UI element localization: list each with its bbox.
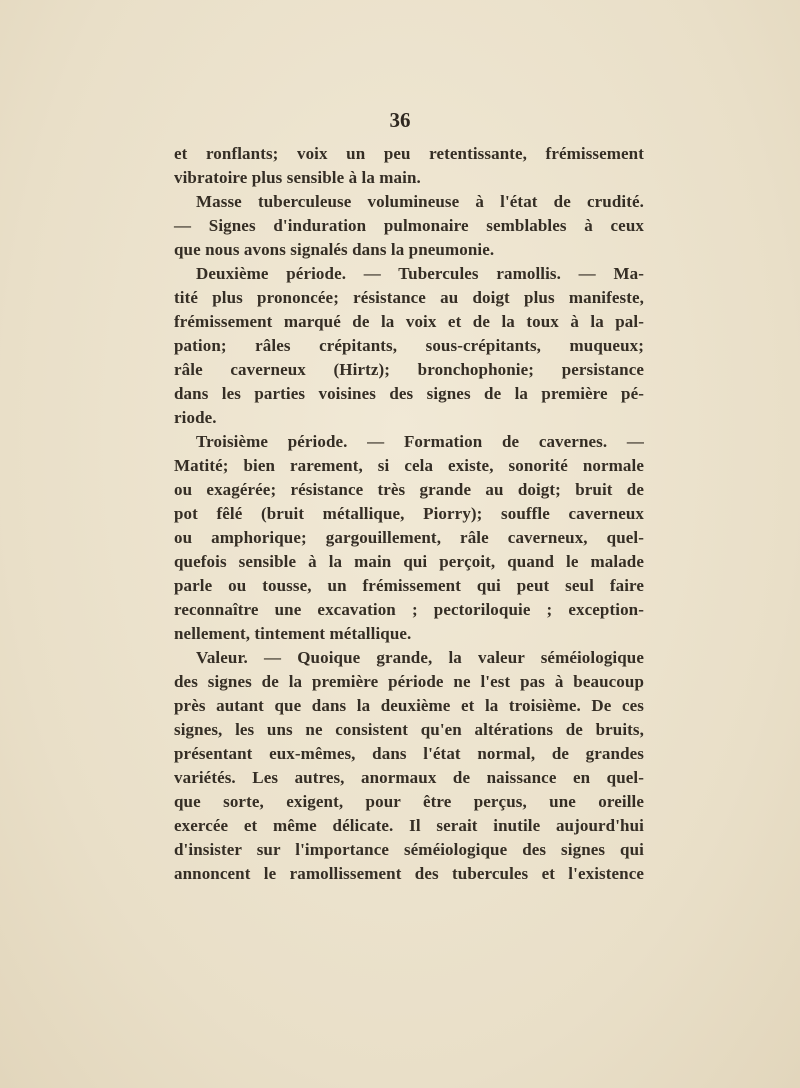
text-line: — Signes d'induration pulmonaire semblables à ceux — [174, 216, 644, 235]
text-line: que nous avons signalés dans la pneumonie. — [174, 240, 495, 259]
text-line: ou amphorique; gargouillement, râle caverneux, quel- — [174, 528, 644, 547]
text-line: reconnaître une excavation ; pectoriloquie ; exception- — [174, 600, 644, 619]
body-text — [174, 142, 644, 886]
text-line: pot fêlé (bruit métallique, Piorry); souffle caverneux — [174, 504, 644, 523]
text-line: pation; râles crépitants, sous-crépitants, muqueux; — [174, 336, 644, 355]
text-line: nellement, tintement métallique. — [174, 624, 412, 643]
text-line: ou exagérée; résistance très grande au doigt; bruit de — [174, 480, 644, 499]
page-number: 36 — [389, 108, 411, 132]
text-line: frémissement marqué de la voix et de la toux à la pal- — [174, 312, 644, 331]
text-line: Matité; bien rarement, si cela existe, sonorité normale — [174, 456, 644, 475]
text-line: exercée et même délicate. Il serait inutile aujourd'hui — [174, 816, 644, 835]
text-line: près autant que dans la deuxième et la troisième. De ces — [174, 696, 644, 715]
text-line: râle caverneux (Hirtz); bronchophonie; persistance — [174, 360, 644, 379]
text-line-heading: Troisième période. — Formation de cavernes. — — [196, 432, 644, 451]
text-line: des signes de la première période ne l'est pas à beaucoup — [174, 672, 644, 691]
text-line: d'insister sur l'importance séméiologique des signes qui — [174, 840, 644, 859]
text-line: et ronflants; voix un peu retentissante, frémissement — [174, 144, 644, 163]
text-line: dans les parties voisines des signes de la première pé- — [174, 384, 644, 403]
text-line: annoncent le ramollissement des tubercules et l'existence — [174, 864, 644, 883]
text-line: que sorte, exigent, pour être perçus, une oreille — [174, 792, 644, 811]
text-line: tité plus prononcée; résistance au doigt plus manifeste, — [174, 288, 644, 307]
text-line: vibratoire plus sensible à la main. — [174, 168, 421, 187]
text-line: Valeur. — Quoique grande, la valeur séméiologique — [196, 648, 644, 667]
text-line: variétés. Les autres, anormaux de naissance en quel- — [174, 768, 644, 787]
text-line-heading: Masse tuberculeuse volumineuse à l'état de crudité. — [196, 192, 644, 211]
text-line: riode. — [174, 408, 217, 427]
text-line: parle ou tousse, un frémissement qui peut seul faire — [174, 576, 644, 595]
text-line: quefois sensible à la main qui perçoit, quand le malade — [174, 552, 644, 571]
text-line: signes, les uns ne consistent qu'en altérations de bruits, — [174, 720, 644, 739]
text-line: présentant eux-mêmes, dans l'état normal, de grandes — [174, 744, 644, 763]
text-line-heading: Deuxième période. — Tubercules ramollis. — Ma- — [196, 264, 644, 283]
